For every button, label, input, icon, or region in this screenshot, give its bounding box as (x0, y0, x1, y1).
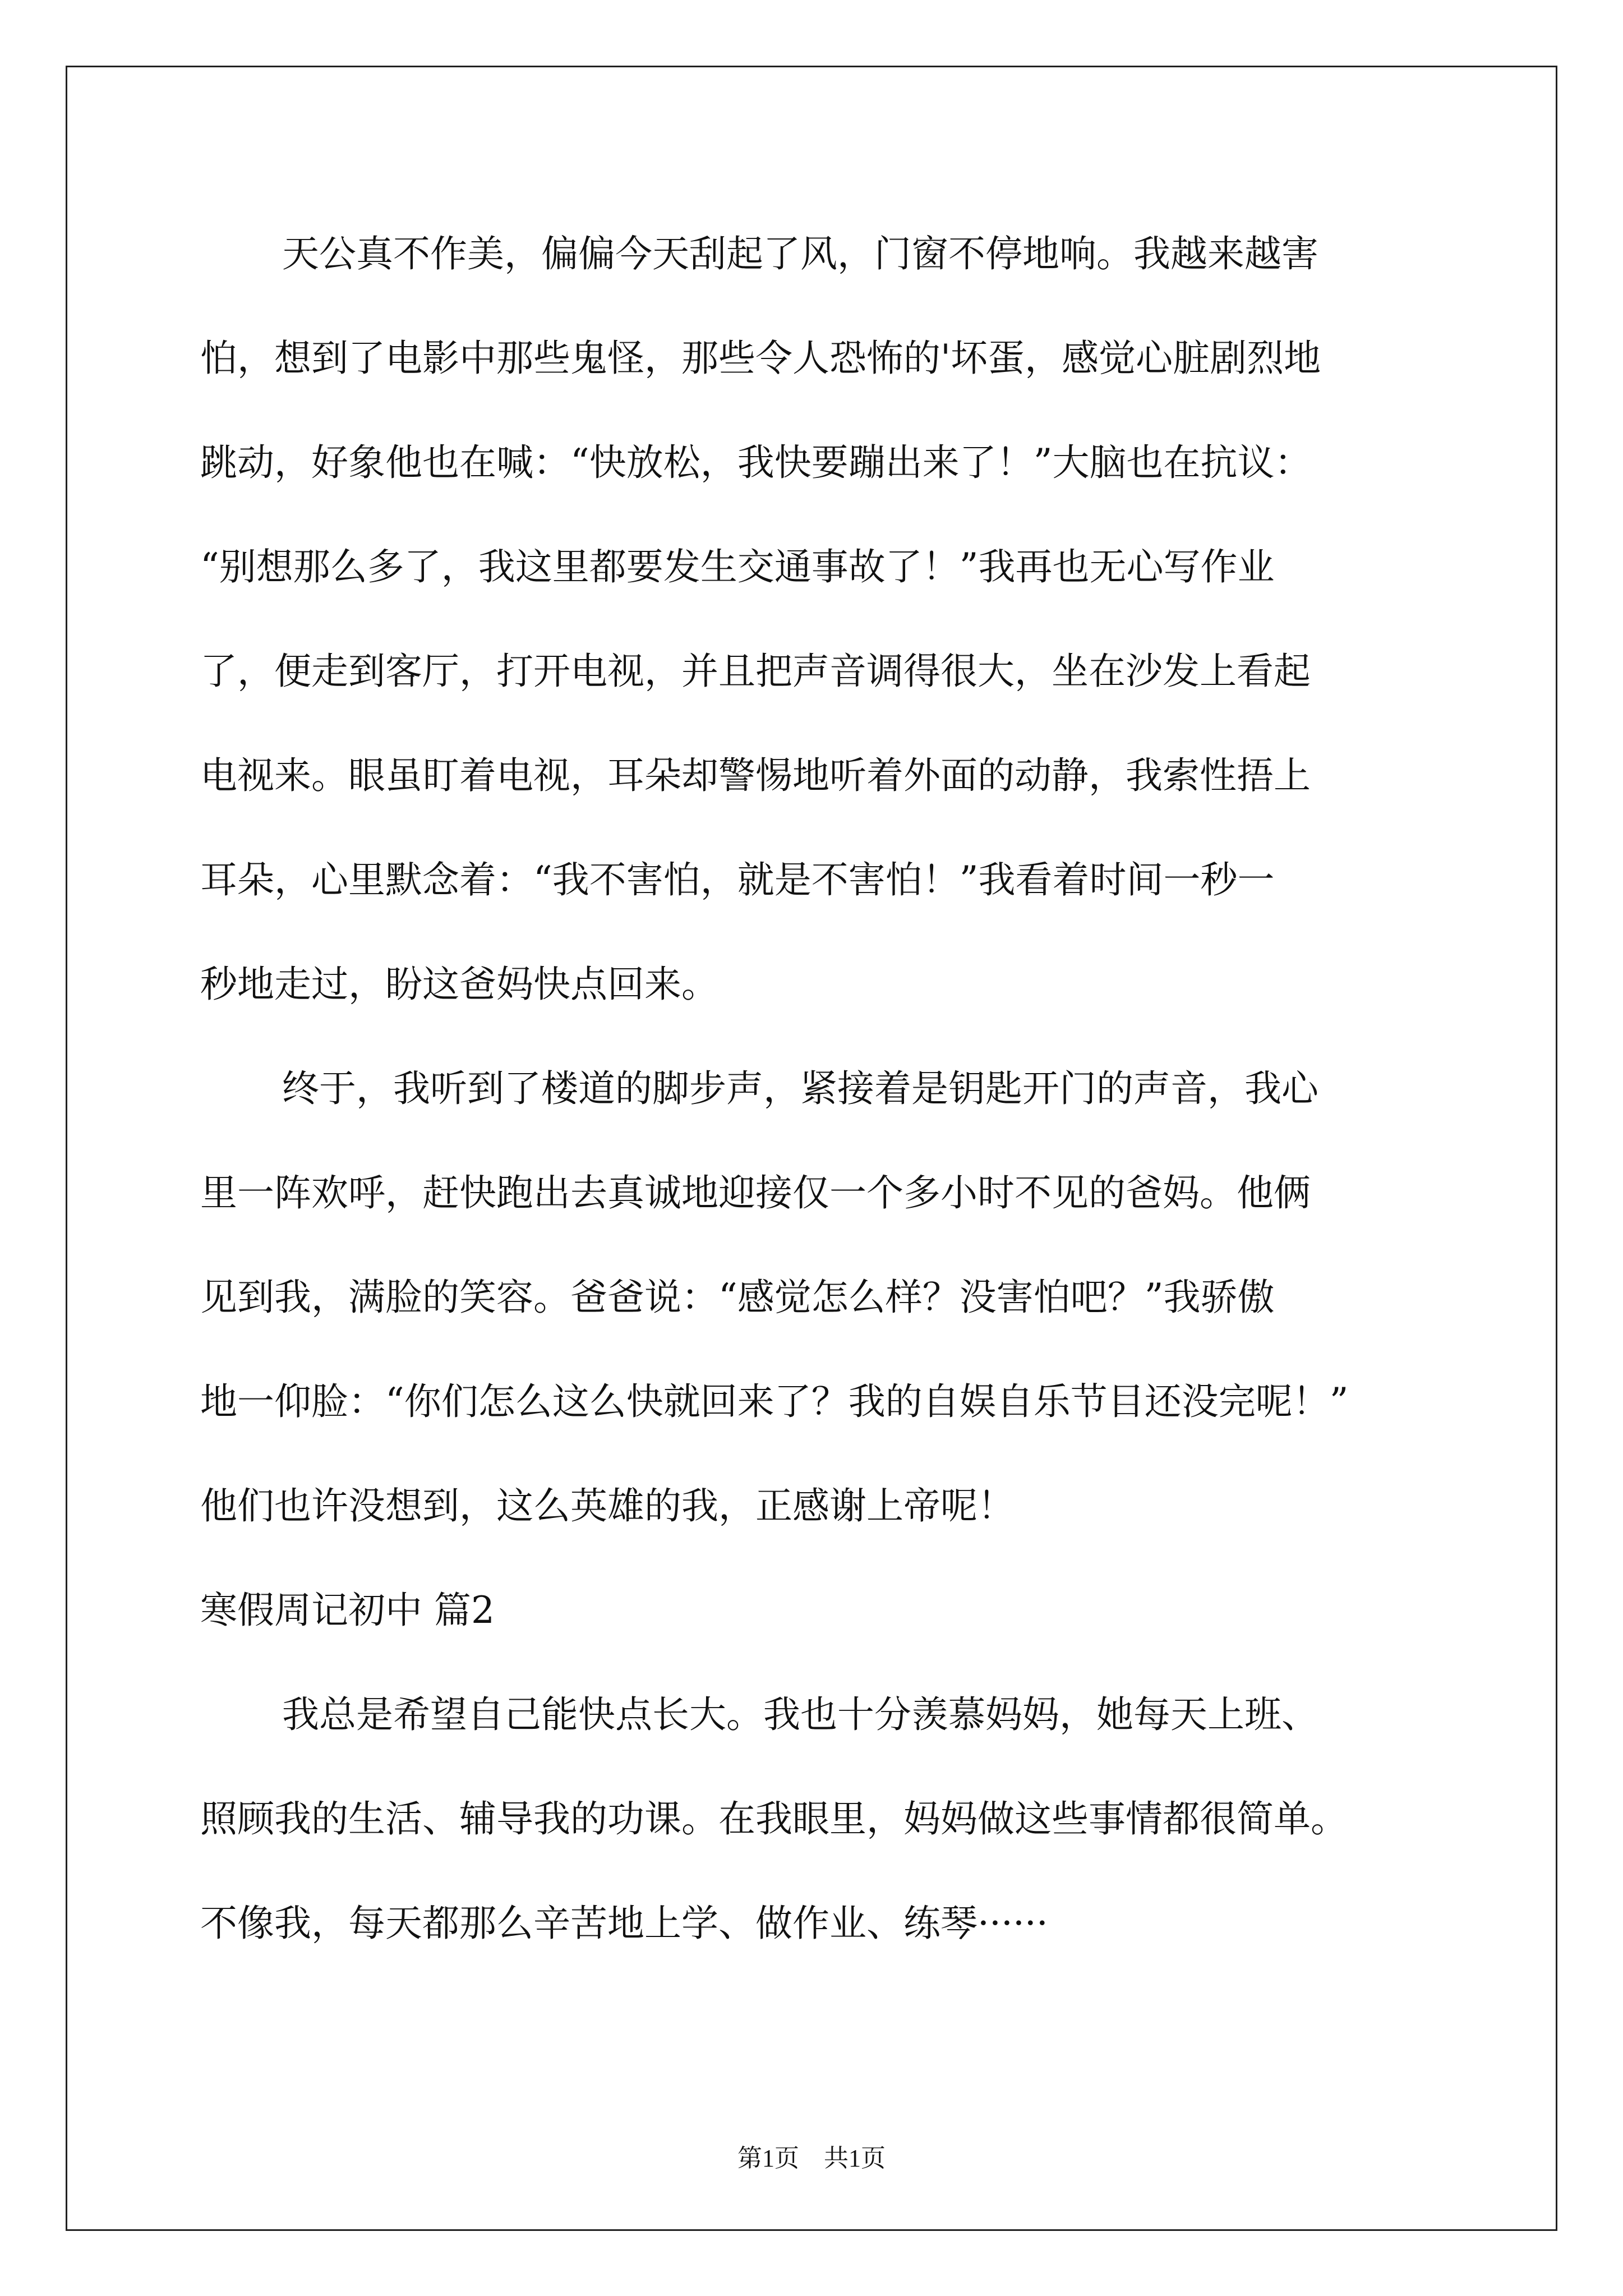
paragraph-line: 里一阵欢呼，赶快跑出去真诚地迎接仅一个多小时不见的爸妈。他俩 (200, 1171, 1311, 1214)
paragraph-line: 耳朵，心里默念着：“我不害怕，就是不害怕！”我看着时间一秒一 (200, 858, 1275, 901)
section-heading: 寒假周记初中 篇2 (200, 1589, 495, 1632)
paragraph-line: 他们也许没想到，这么英雄的我，正感谢上帝呢！ (200, 1484, 1015, 1527)
paragraph-line: 跳动，好象他也在喊：“快放松，我快要蹦出来了！”大脑也在抗议： (200, 441, 1312, 484)
paragraph-2 (200, 1037, 1445, 1558)
paragraph-line: 秒地走过，盼这爸妈快点回来。 (200, 963, 718, 1006)
paragraph-1 (200, 202, 1445, 1037)
paragraph-line: 终于，我听到了楼道的脚步声，紧接着是钥匙开门的声音，我心 (282, 1067, 1318, 1110)
page-number-footer: 第1页 共1页 (737, 2145, 886, 2172)
paragraph-line: 见到我，满脸的笑容。爸爸说：“感觉怎么样？没害怕吧？”我骄傲 (200, 1276, 1275, 1319)
paragraph-line: 我总是希望自己能快点长大。我也十分羡慕妈妈，她每天上班、 (282, 1693, 1318, 1736)
paragraph-line: 照顾我的生活、辅导我的功课。在我眼里，妈妈做这些事情都很简单。 (200, 1797, 1348, 1841)
paragraph-line: “别想那么多了，我这里都要发生交通事故了！”我再也无心写作业 (200, 545, 1275, 588)
paragraph-line: 天公真不作美，偏偏今天刮起了风，门窗不停地响。我越来越害 (282, 232, 1318, 275)
paragraph-line: 不像我，每天都那么辛苦地上学、做作业、练琴······ (200, 1902, 1048, 1945)
paragraph-line: 电视来。眼虽盯着电视，耳朵却警惕地听着外面的动静，我索性捂上 (200, 754, 1311, 797)
document-body (200, 202, 1445, 1976)
paragraph-line: 地一仰脸：“你们怎么这么快就回来了？我的自娱自乐节目还没完呢！” (200, 1380, 1349, 1423)
paragraph-3 (200, 1663, 1445, 1976)
paragraph-line: 怕，想到了电影中那些鬼怪，那些令人恐怖的'坏蛋，感觉心脏剧烈地 (200, 337, 1321, 380)
paragraph-line: 了，便走到客厅，打开电视，并且把声音调得很大，坐在沙发上看起 (200, 650, 1311, 693)
